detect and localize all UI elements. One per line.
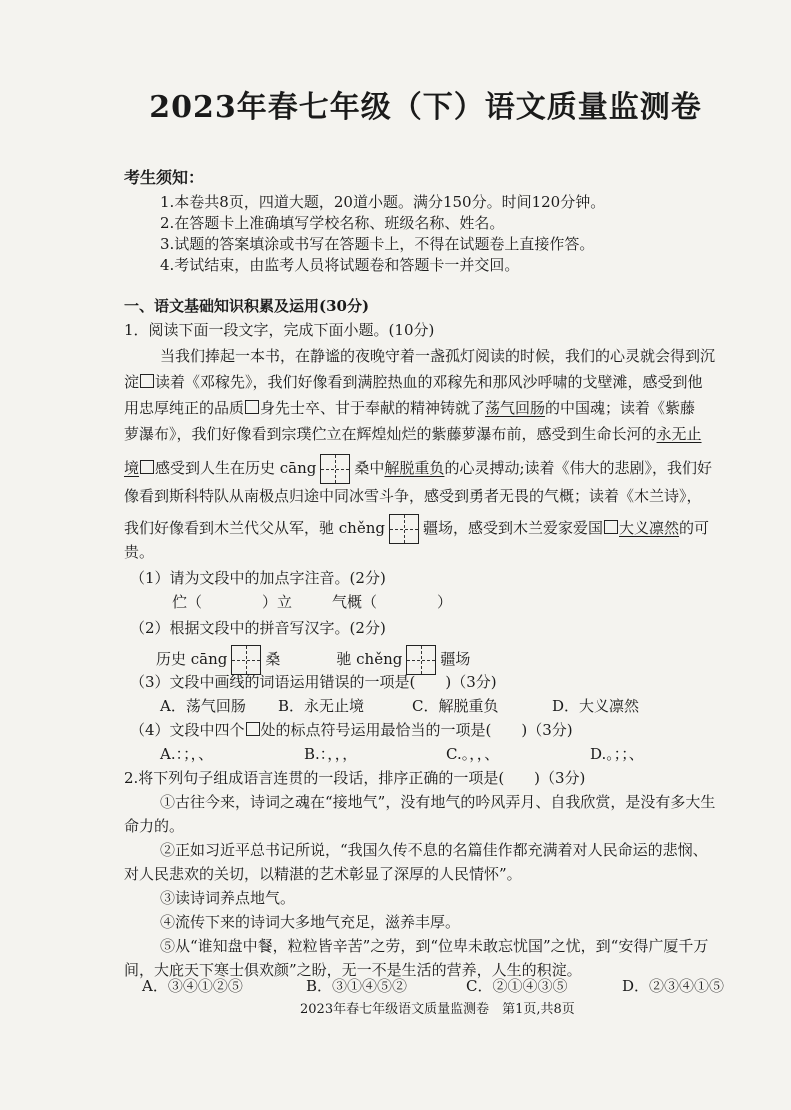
sentence: ③读诗词养点地气。 <box>160 889 296 907</box>
notice-item: 3.试题的答案填涂或书写在答题卡上，不得在试题卷上直接作答。 <box>160 235 595 253</box>
option: A．③④①②⑤ <box>142 977 243 995</box>
option: B．③①④⑤② <box>306 977 408 995</box>
page-footer: 2023年春七年级语文质量监测卷 第1页,共8页 <box>300 1002 575 1017</box>
option: C．解脱重负 <box>412 697 499 715</box>
writing-grid-box <box>231 645 261 675</box>
passage-line: 境 感受到人生在历史 cāng 桑中解脱重负的心灵搏动;读着《伟大的悲剧》，我们好 <box>124 454 712 484</box>
punctuation-box <box>246 722 260 736</box>
sentence: 对人民悲欢的关切，以精湛的艺术彰显了深厚的人民情怀”。 <box>124 865 522 883</box>
sub-question-2-answer: 历史 cāng 桑 驰 chěng 疆场 <box>156 644 470 675</box>
question-2-stem: 2.将下列句子组成语言连贯的一段话，排序正确的一项是( )（3分) <box>124 769 586 787</box>
sentence: ④流传下来的诗词大多地气充足，滋养丰厚。 <box>160 913 461 931</box>
underlined-phrase: 永无止 <box>656 425 702 443</box>
sentence: ①古往今来，诗词之魂在“接地气”，没有地气的吟风弄月、自我欣赏，是没有多大生 <box>160 793 716 811</box>
sentence: 间，大庇天下寒士俱欢颜”之盼，无一不是生活的营养，人生的积淀。 <box>124 961 582 979</box>
option: A.：；，、 <box>160 745 214 763</box>
sentence: ②正如习近平总书记所说，“我国久传不息的名篇佳作都充满着对人民命运的悲悯、 <box>160 841 708 859</box>
passage-line: 萝瀑布》，我们好像看到宗璞伫立在辉煌灿烂的紫藤萝瀑布前，感受到生命长河的永无止 <box>124 425 702 443</box>
option: D.。；；、 <box>590 745 644 763</box>
passage-line: 贵。 <box>124 543 155 561</box>
option: C．②①④③⑤ <box>466 977 568 995</box>
option: B．永无止境 <box>278 697 365 715</box>
sub-question-1: （1）请为文段中的加点字注音。(2分) <box>130 569 386 587</box>
notice-heading: 考生须知： <box>124 168 205 187</box>
punctuation-box <box>245 400 259 414</box>
sentence: 命力的。 <box>124 817 185 835</box>
option: C.。，，、 <box>446 745 500 763</box>
notice-item: 2.在答题卡上准确填写学校名称、班级名称、姓名。 <box>160 214 505 232</box>
option: A．荡气回肠 <box>160 697 246 715</box>
passage-line: 我们好像看到木兰代父从军，驰 chěng 疆场，感受到木兰爱家爱国 大义凛然的可 <box>124 514 709 544</box>
passage-line: 用忠厚纯正的品质 身先士卒、甘于奉献的精神铸就了荡气回肠的中国魂；读着《紫藤 <box>124 399 696 417</box>
writing-grid-box <box>406 645 436 675</box>
exam-title: 2023年春七年级（下）语文质量监测卷 <box>149 90 702 125</box>
underlined-phrase: 解脱重负 <box>384 459 445 477</box>
writing-grid-box <box>320 454 350 484</box>
option: D．②③④①⑤ <box>622 977 725 995</box>
underlined-phrase: 荡气回肠 <box>485 399 546 417</box>
underlined-phrase: 境 <box>124 459 140 477</box>
underlined-phrase: 大义凛然 <box>619 519 680 537</box>
writing-grid-box <box>389 514 419 544</box>
section-heading: 一、语文基础知识积累及运用(30分) <box>124 297 370 315</box>
sub-question-1-answer: 伫（ ）立 气概（ ） <box>172 593 453 611</box>
punctuation-box <box>604 520 618 534</box>
sub-question-3: （3）文段中画线的词语运用错误的一项是( )（3分) <box>130 673 497 691</box>
punctuation-box <box>140 460 154 474</box>
passage-line: 像看到斯科特队从南极点归途中同冰雪斗争，感受到勇者无畏的气概；读着《木兰诗》， <box>124 487 702 505</box>
passage-line: 淀 读着《邓稼先》，我们好像看到满腔热血的邓稼先和那风沙呼啸的戈壁滩，感受到他 <box>124 373 703 391</box>
punctuation-box <box>140 374 154 388</box>
option: D．大义凛然 <box>552 697 640 715</box>
sub-question-2: （2）根据文段中的拼音写汉字。(2分) <box>130 619 386 637</box>
notice-item: 4.考试结束，由监考人员将试题卷和答题卡一并交回。 <box>160 256 520 274</box>
notice-item: 1.本卷共8页，四道大题，20道小题。满分150分。时间120分钟。 <box>160 193 606 211</box>
sentence: ⑤从“谁知盘中餐，粒粒皆辛苦”之劳，到“位卑未敢忘忧国”之忧，到“安得广厦千万 <box>160 937 709 955</box>
option: B.：，，， <box>304 745 358 763</box>
question-1-stem: 1．阅读下面一段文字，完成下面小题。(10分) <box>124 321 435 339</box>
passage-line: 当我们捧起一本书，在静谧的夜晚守着一盏孤灯阅读的时候，我们的心灵就会得到沉 <box>160 347 716 365</box>
sub-question-4: （4）文段中四个 处的标点符号运用最恰当的一项是( )（3分) <box>130 721 573 739</box>
